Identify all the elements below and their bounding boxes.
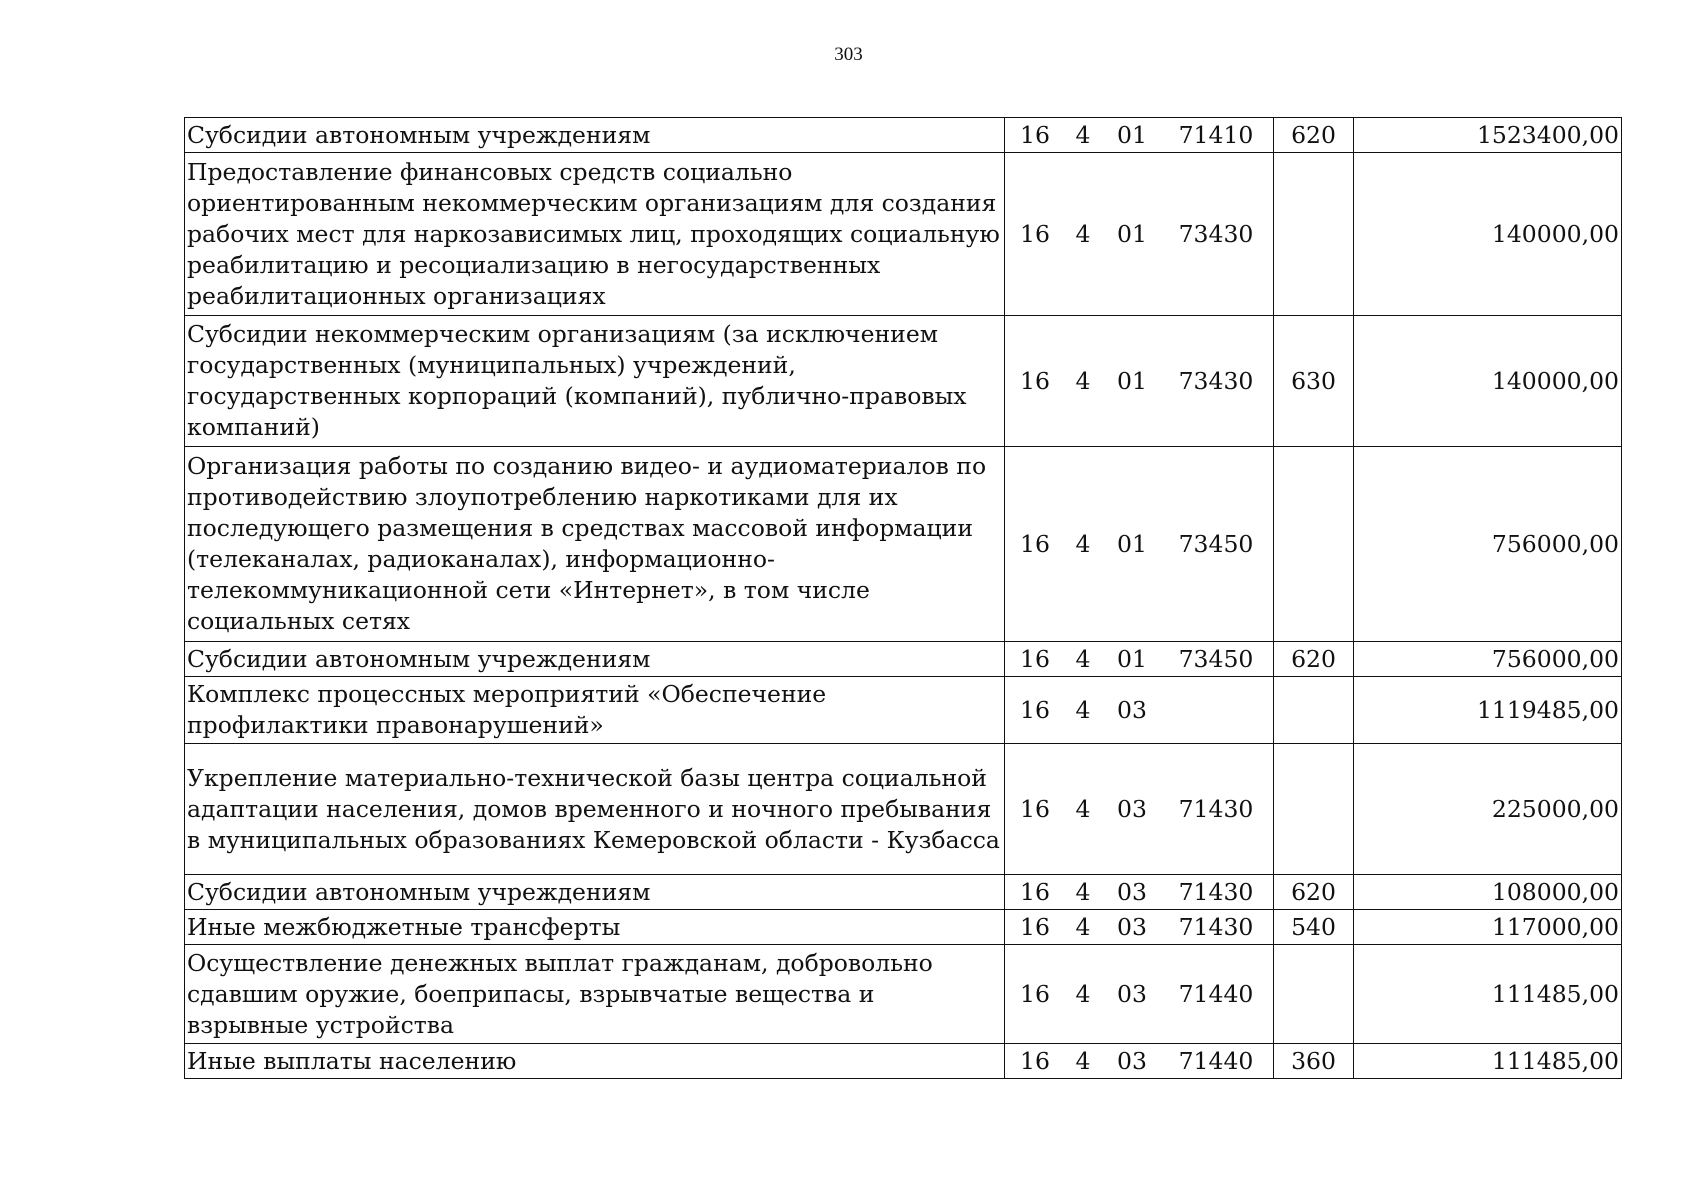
code-structural: 01 [1117, 366, 1147, 395]
row-name: Иные межбюджетные трансферты [185, 910, 1005, 945]
code-program: 16 [1020, 120, 1050, 149]
expense-type: 620 [1274, 875, 1354, 910]
expense-type: 620 [1274, 642, 1354, 677]
code-subprogram: 4 [1075, 794, 1091, 823]
code-program: 16 [1020, 877, 1050, 906]
table-row [185, 642, 1622, 677]
code-program: 16 [1020, 1046, 1050, 1075]
table-row [185, 118, 1622, 153]
code-subprogram: 4 [1075, 1046, 1091, 1075]
code-structural: 01 [1117, 120, 1147, 149]
amount: 756000,00 [1354, 642, 1622, 677]
row-name: Осуществление денежных выплат гражданам, добровольно сдавшим оружие, боеприпасы, взрывчатые вещества и взрывные устройства [185, 945, 1005, 1044]
code-direction: 71430 [1178, 877, 1254, 906]
amount: 1523400,00 [1354, 118, 1622, 153]
expense-type [1274, 677, 1354, 744]
code-subprogram: 4 [1075, 120, 1091, 149]
code-structural: 03 [1117, 794, 1147, 823]
expense-type [1274, 447, 1354, 642]
amount: 111485,00 [1354, 945, 1622, 1044]
row-codes [1005, 316, 1274, 447]
expense-type [1274, 945, 1354, 1044]
row-name: Комплекс процессных мероприятий «Обеспечение профилактики правонарушений» [185, 677, 1005, 744]
amount: 225000,00 [1354, 744, 1622, 875]
expense-type [1274, 744, 1354, 875]
amount: 111485,00 [1354, 1044, 1622, 1079]
page-number: 303 [834, 44, 863, 65]
code-program: 16 [1020, 644, 1050, 673]
row-codes [1005, 875, 1274, 910]
row-codes [1005, 677, 1274, 744]
table-row [185, 153, 1622, 316]
code-direction: 71430 [1178, 912, 1254, 941]
code-program: 16 [1020, 979, 1050, 1008]
row-codes [1005, 945, 1274, 1044]
code-direction: 71430 [1178, 794, 1254, 823]
code-subprogram: 4 [1075, 877, 1091, 906]
table-row [185, 1044, 1622, 1079]
row-codes [1005, 1044, 1274, 1079]
expense-type: 630 [1274, 316, 1354, 447]
code-program: 16 [1020, 219, 1050, 248]
code-structural: 01 [1117, 219, 1147, 248]
row-name: Субсидии автономным учреждениям [185, 875, 1005, 910]
code-program: 16 [1020, 695, 1050, 724]
code-structural: 03 [1117, 979, 1147, 1008]
row-name: Организация работы по созданию видео- и аудиоматериалов по противодействию злоупотреблению наркотиками для их последующего размещения в средствах массовой информации (телеканалах, радиоканалах), информационно-телекоммуникационной сети «Интернет», в том числе социальных сетях [185, 447, 1005, 642]
row-codes [1005, 118, 1274, 153]
amount: 108000,00 [1354, 875, 1622, 910]
amount: 140000,00 [1354, 153, 1622, 316]
row-codes [1005, 447, 1274, 642]
code-direction: 71410 [1178, 120, 1254, 149]
code-direction: 71440 [1178, 1046, 1254, 1075]
row-name: Укрепление материально-технической базы центра социальной адаптации населения, домов временного и ночного пребывания в муниципальных образованиях Кемеровской области - Кузбасса [185, 744, 1005, 875]
expense-type: 540 [1274, 910, 1354, 945]
budget-table [184, 117, 1622, 1079]
amount: 756000,00 [1354, 447, 1622, 642]
row-codes [1005, 153, 1274, 316]
amount: 1119485,00 [1354, 677, 1622, 744]
code-direction: 71440 [1178, 979, 1254, 1008]
table-row [185, 945, 1622, 1044]
code-structural: 03 [1117, 877, 1147, 906]
code-subprogram: 4 [1075, 529, 1091, 558]
code-subprogram: 4 [1075, 644, 1091, 673]
code-direction: 73430 [1178, 219, 1254, 248]
code-subprogram: 4 [1075, 366, 1091, 395]
row-codes [1005, 910, 1274, 945]
code-direction: 73450 [1178, 529, 1254, 558]
row-codes [1005, 642, 1274, 677]
code-subprogram: 4 [1075, 912, 1091, 941]
code-subprogram: 4 [1075, 219, 1091, 248]
table-row [185, 910, 1622, 945]
code-program: 16 [1020, 529, 1050, 558]
amount: 140000,00 [1354, 316, 1622, 447]
amount: 117000,00 [1354, 910, 1622, 945]
code-structural: 03 [1117, 912, 1147, 941]
table-row [185, 875, 1622, 910]
table-row [185, 316, 1622, 447]
row-name: Иные выплаты населению [185, 1044, 1005, 1079]
code-subprogram: 4 [1075, 979, 1091, 1008]
code-structural: 03 [1117, 695, 1147, 724]
row-codes [1005, 744, 1274, 875]
code-program: 16 [1020, 366, 1050, 395]
code-structural: 03 [1117, 1046, 1147, 1075]
code-direction: 73450 [1178, 644, 1254, 673]
expense-type: 360 [1274, 1044, 1354, 1079]
code-structural: 01 [1117, 529, 1147, 558]
code-direction: 73430 [1178, 366, 1254, 395]
expense-type [1274, 153, 1354, 316]
code-structural: 01 [1117, 644, 1147, 673]
row-name: Субсидии автономным учреждениям [185, 118, 1005, 153]
table-row [185, 744, 1622, 875]
table-row [185, 447, 1622, 642]
table-row [185, 677, 1622, 744]
row-name: Субсидии некоммерческим организациям (за исключением государственных (муниципальных) учреждений, государственных корпораций (компаний), публично-правовых компаний) [185, 316, 1005, 447]
expense-type: 620 [1274, 118, 1354, 153]
row-name: Предоставление финансовых средств социально ориентированным некоммерческим организациям для создания рабочих мест для наркозависимых лиц, проходящих социальную реабилитацию и ресоциализацию в негосударственных реабилитационных организациях [185, 153, 1005, 316]
row-name: Субсидии автономным учреждениям [185, 642, 1005, 677]
code-program: 16 [1020, 794, 1050, 823]
code-program: 16 [1020, 912, 1050, 941]
code-subprogram: 4 [1075, 695, 1091, 724]
